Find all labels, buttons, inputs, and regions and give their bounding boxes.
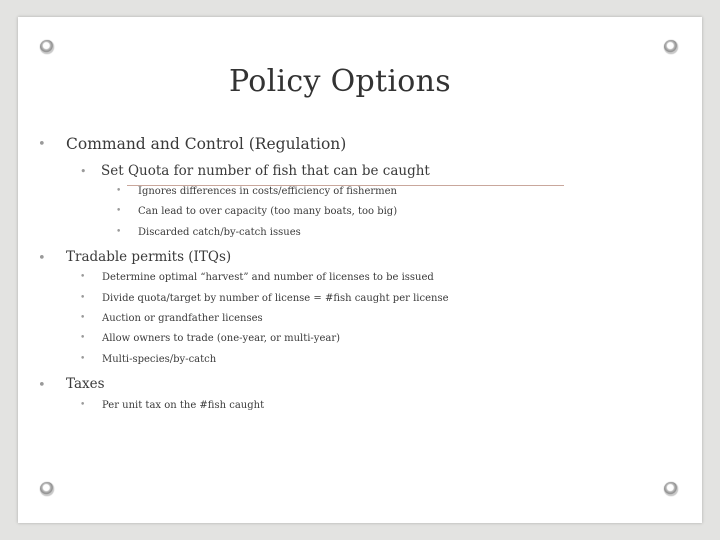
bullet-icon: • [38,251,46,266]
pin-icon [40,40,54,54]
bullet-icon: • [80,313,86,323]
pin-icon [40,482,54,496]
bullet-icon: • [116,206,122,216]
list-item: Multi-species/by-catch [102,354,217,365]
bullet-icon: • [80,333,86,343]
list-item: Discarded catch/by-catch issues [138,227,301,238]
section-tradable-permits: Tradable permits (ITQs) [66,249,232,265]
list-item: Auction or grandfather licenses [102,313,263,324]
bullet-icon: • [80,165,87,178]
bullet-icon: • [80,293,86,303]
pin-icon [664,40,678,54]
list-item: Ignores differences in costs/efficiency of fishermen [138,186,397,197]
section-taxes: Taxes [66,376,105,392]
bullet-icon: • [38,137,46,152]
section-command-control: Command and Control (Regulation) [66,135,347,153]
list-item: Can lead to over capacity (too many boats, too big) [138,206,398,217]
list-item: Allow owners to trade (one-year, or multi-year) [102,333,341,344]
bullet-icon: • [80,354,86,364]
list-item: Divide quota/target by number of license = #fish caught per license [102,293,449,304]
slide-title: Policy Options [229,64,451,99]
bullet-icon: • [38,378,46,393]
sub-item-set-quota: Set Quota for number of fish that can be caught [101,163,430,179]
pin-icon [664,482,678,496]
bullet-icon: • [80,400,86,410]
bullet-icon: • [116,227,122,237]
bullet-icon: • [80,272,86,282]
bullet-icon: • [116,186,122,196]
list-item: Per unit tax on the #fish caught [102,400,265,411]
list-item: Determine optimal “harvest” and number of licenses to be issued [102,272,434,283]
